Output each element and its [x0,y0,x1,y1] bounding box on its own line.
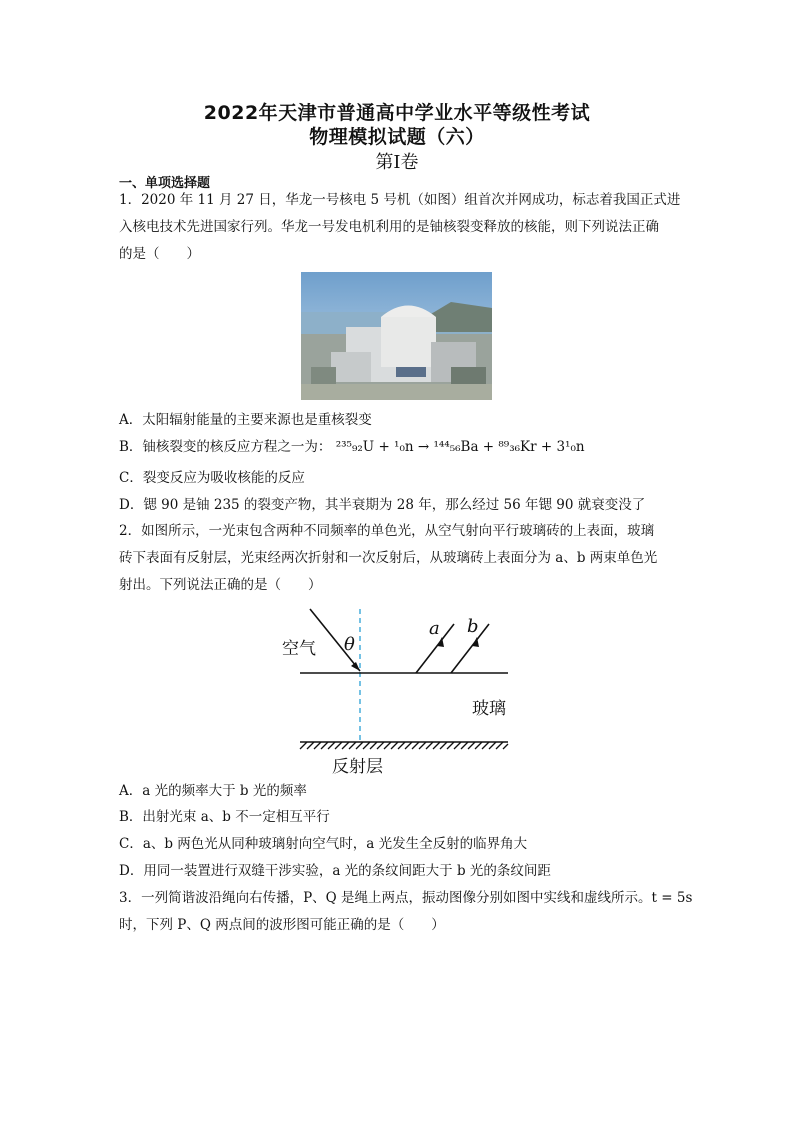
air-label: 空气 [282,639,316,659]
theta-label: θ [344,634,355,655]
q2-option-d: D．用同一装置进行双缝干涉实验，a 光的条纹间距大于 b 光的条纹间距 [119,863,551,879]
q1-option-d: D．锶 90 是铀 235 的裂变产物，其半衰期为 28 年，那么经过 56 年锶 90 就衰变没了 [119,497,646,513]
section-title: 一、单项选择题 [119,176,211,191]
q1-stem-line-2: 入核电技术先进国家行列。华龙一号发电机利用的是铀核裂变释放的核能，则下列说法正确 [119,219,659,235]
nuclear-plant-photo [301,272,492,400]
q2-option-b: B．出射光束 a、b 不一定相互平行 [119,809,330,825]
optics-diagram [276,604,516,776]
label-b: b [467,616,479,637]
q1-option-c: C．裂变反应为吸收核能的反应 [119,470,305,486]
q1-option-b [119,438,585,456]
q3-stem-line-1: 3．一列简谐波沿绳向右传播，P、Q 是绳上两点，振动图像分别如图中实线和虚线所示。t = 5s [119,890,693,906]
q2-stem-line-2: 砖下表面有反射层，光束经两次折射和一次反射后，从玻璃砖上表面分为 a、b 两束单色光 [119,550,658,566]
q1-option-b-equation: ²³⁵₉₂U + ¹₀n → ¹⁴⁴₅₆Ba + ⁸⁹₃₆Kr + 3¹₀n [335,439,585,455]
q2-option-c: C．a、b 两色光从同种玻璃射向空气时，a 光发生全反射的临界角大 [119,836,528,852]
exam-title: 2022年天津市普通高中学业水平等级性考试 [203,102,591,124]
q1-stem-line-1: 1．2020 年 11 月 27 日，华龙一号核电 5 号机（如图）组首次并网成功，标志着我国正式进 [119,192,681,208]
volume-label: 第Ⅰ卷 [375,152,419,173]
exam-subtitle: 物理模拟试题（六） [309,126,485,148]
incident-arrow-head [351,662,360,671]
q2-option-a: A．a 光的频率大于 b 光的频率 [119,783,307,799]
q3-stem-line-2: 时，下列 P、Q 两点间的波形图可能正确的是（ ） [119,917,445,933]
reflection-layer-hatching [300,742,508,749]
q1-option-b-label: B．铀核裂变的核反应方程之一为： [119,439,332,455]
label-a: a [429,618,440,639]
q2-stem-line-1: 2．如图所示，一光束包含两种不同频率的单色光，从空气射向平行玻璃砖的上表面，玻璃 [119,523,655,539]
glass-label: 玻璃 [472,699,506,719]
q2-stem-line-3: 射出。下列说法正确的是（ ） [119,577,322,593]
q1-stem-line-3: 的是（ ） [119,246,200,262]
reflection-layer-label: 反射层 [332,757,383,777]
q1-option-a: A．太阳辐射能量的主要来源也是重核裂变 [119,412,372,428]
